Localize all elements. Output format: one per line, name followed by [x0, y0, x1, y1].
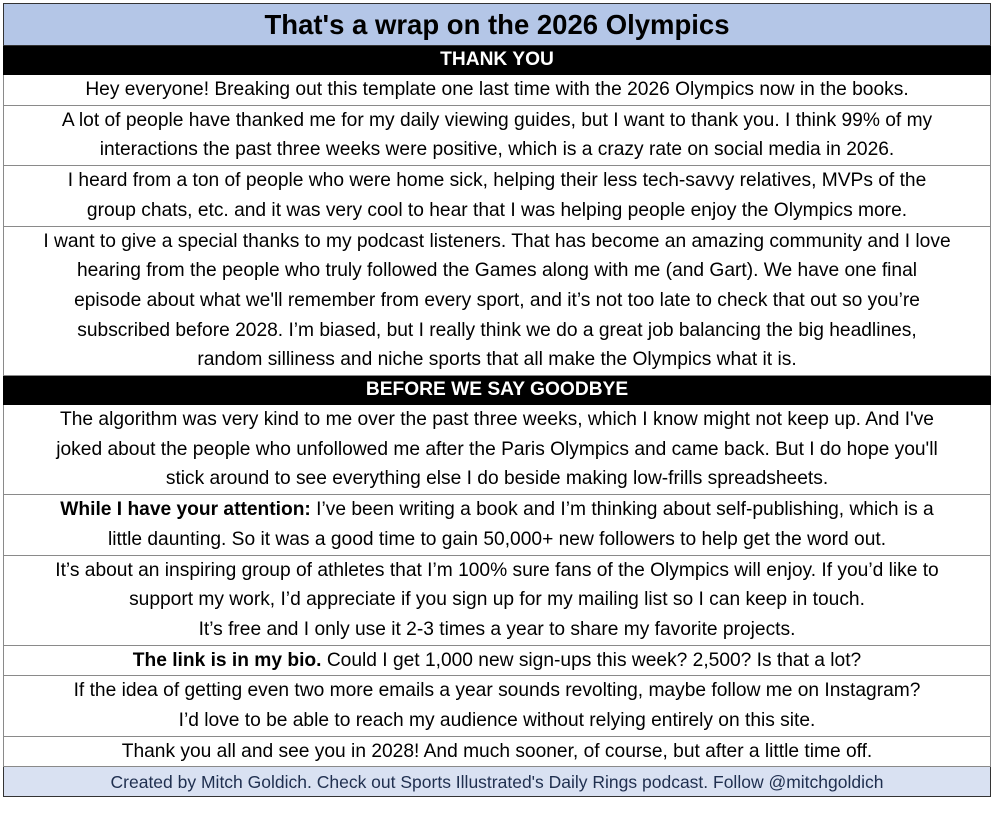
message-row	[4, 105, 991, 165]
message-cell	[4, 166, 991, 226]
message-cell	[4, 405, 991, 495]
section-header-thank-you: THANK YOU	[4, 46, 991, 75]
message-row	[4, 555, 991, 645]
section-header-row	[4, 376, 991, 405]
message-line: subscribed before 2028. I’m biased, but I really think we do a great job balancing the big headlines,	[77, 319, 917, 341]
message-line: stick around to see everything else I do beside making low-frills spreadsheets.	[165, 468, 829, 490]
message-row	[4, 226, 991, 376]
message-row	[4, 405, 991, 495]
message-cell	[4, 736, 991, 767]
message-cell	[4, 555, 991, 645]
message-cell	[4, 645, 991, 676]
message-cell	[4, 226, 991, 376]
message-sheet	[3, 3, 991, 797]
message-line: It’s about an inspiring group of athletes that I’m 100% sure fans of the Olympics will enjoy. If you’d like to	[55, 559, 939, 581]
message-line: I heard from a ton of people who were home sick, helping their less tech-savvy relatives, MVPs of the	[67, 170, 927, 192]
page-title: That's a wrap on the 2026 Olympics	[4, 4, 991, 46]
message-cell	[4, 676, 991, 736]
bold-lead-text: The link is in my bio.	[132, 649, 322, 671]
message-line: It’s free and I only use it 2-3 times a year to share my favorite projects.	[198, 618, 796, 640]
message-row	[4, 495, 991, 555]
message-row	[4, 75, 991, 106]
message-cell	[4, 105, 991, 165]
message-line	[8, 495, 986, 525]
footer-credit: Created by Mitch Goldich. Check out Sports Illustrated's Daily Rings podcast. Follow @mitchgoldich	[4, 767, 991, 797]
message-cell	[4, 75, 991, 106]
message-line: A lot of people have thanked me for my daily viewing guides, but I want to thank you. I think 99% of my	[61, 109, 933, 131]
message-line: little daunting. So it was a good time to gain 50,000+ new followers to help get the word out.	[107, 528, 887, 550]
message-line: I’d love to be able to reach my audience without relying entirely on this site.	[178, 710, 816, 732]
message-line	[8, 646, 986, 676]
message-line: joked about the people who unfollowed me after the Paris Olympics and came back. But I do hope you'll	[56, 438, 938, 460]
message-row	[4, 166, 991, 226]
title-row	[4, 4, 991, 46]
message-line: Hey everyone! Breaking out this template one last time with the 2026 Olympics now in the books.	[85, 79, 909, 100]
message-cell	[4, 495, 991, 555]
message-text: I’ve been writing a book and I’m thinking about self-publishing, which is a	[310, 499, 934, 521]
message-line: group chats, etc. and it was very cool to hear that I was helping people enjoy the Olympics more.	[86, 199, 908, 221]
message-line: If the idea of getting even two more emails a year sounds revolting, maybe follow me on Instagram?	[73, 680, 921, 702]
message-row	[4, 676, 991, 736]
section-header-row	[4, 46, 991, 75]
message-line: support my work, I’d appreciate if you sign up for my mailing list so I can keep in touch.	[129, 589, 865, 611]
message-line: hearing from the people who truly followed the Games along with me (and Gart). We have one final	[76, 260, 918, 282]
message-row	[4, 736, 991, 767]
message-row	[4, 645, 991, 676]
message-line: Thank you all and see you in 2028! And much sooner, of course, but after a little time off.	[121, 740, 873, 762]
message-line: The algorithm was very kind to me over the past three weeks, which I know might not keep up. And I've	[60, 409, 934, 431]
message-line: I want to give a special thanks to my podcast listeners. That has become an amazing community and I love	[43, 230, 951, 252]
message-line: random silliness and niche sports that all make the Olympics what it is.	[197, 349, 797, 371]
bold-lead-text: While I have your attention:	[60, 499, 311, 521]
footer-row	[4, 767, 991, 797]
section-header-goodbye: BEFORE WE SAY GOODBYE	[4, 376, 991, 405]
message-line: interactions the past three weeks were positive, which is a crazy rate on social media in 2026.	[99, 139, 895, 161]
message-line: episode about what we'll remember from every sport, and it’s not too late to check that out so you’re	[74, 289, 920, 311]
message-text: Could I get 1,000 new sign-ups this week? 2,500? Is that a lot?	[321, 649, 862, 671]
